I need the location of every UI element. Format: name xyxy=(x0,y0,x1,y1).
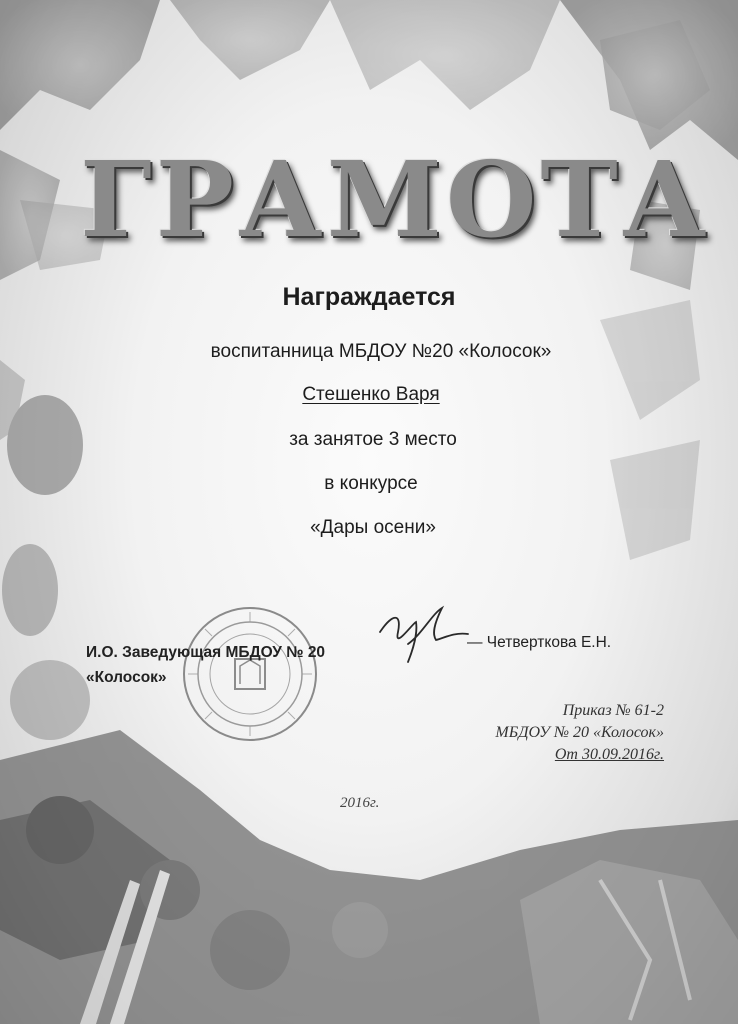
signer-position xyxy=(86,640,346,690)
certificate-year: 2016г. xyxy=(340,795,380,811)
order-date: От 30.09.2016г. xyxy=(554,746,664,763)
pupil-line: воспитанница МБДОУ №20 «Колосок» xyxy=(210,341,552,362)
recipient-name: Стешенко Варя xyxy=(302,384,440,405)
order-reference xyxy=(404,700,664,766)
order-organization: МБДОУ № 20 «Колосок» xyxy=(495,724,664,741)
signer-position-line2: «Колосок» xyxy=(86,669,167,686)
contest-name: «Дары осени» xyxy=(310,517,436,538)
order-number: Приказ № 61-2 xyxy=(562,702,664,719)
handwritten-signature xyxy=(372,604,472,666)
recipient-name-line xyxy=(2,384,738,406)
signer-position-line1: И.О. Заведующая МБДОУ № 20 xyxy=(86,644,326,661)
place-line: за занятое 3 место xyxy=(289,429,457,450)
contest-line: в конкурсе xyxy=(324,473,418,494)
signer-name: — Четверткова Е.Н. xyxy=(467,634,612,651)
awarded-heading: Награждается xyxy=(282,283,456,311)
certificate-title: ГРАМОТА xyxy=(80,138,711,261)
